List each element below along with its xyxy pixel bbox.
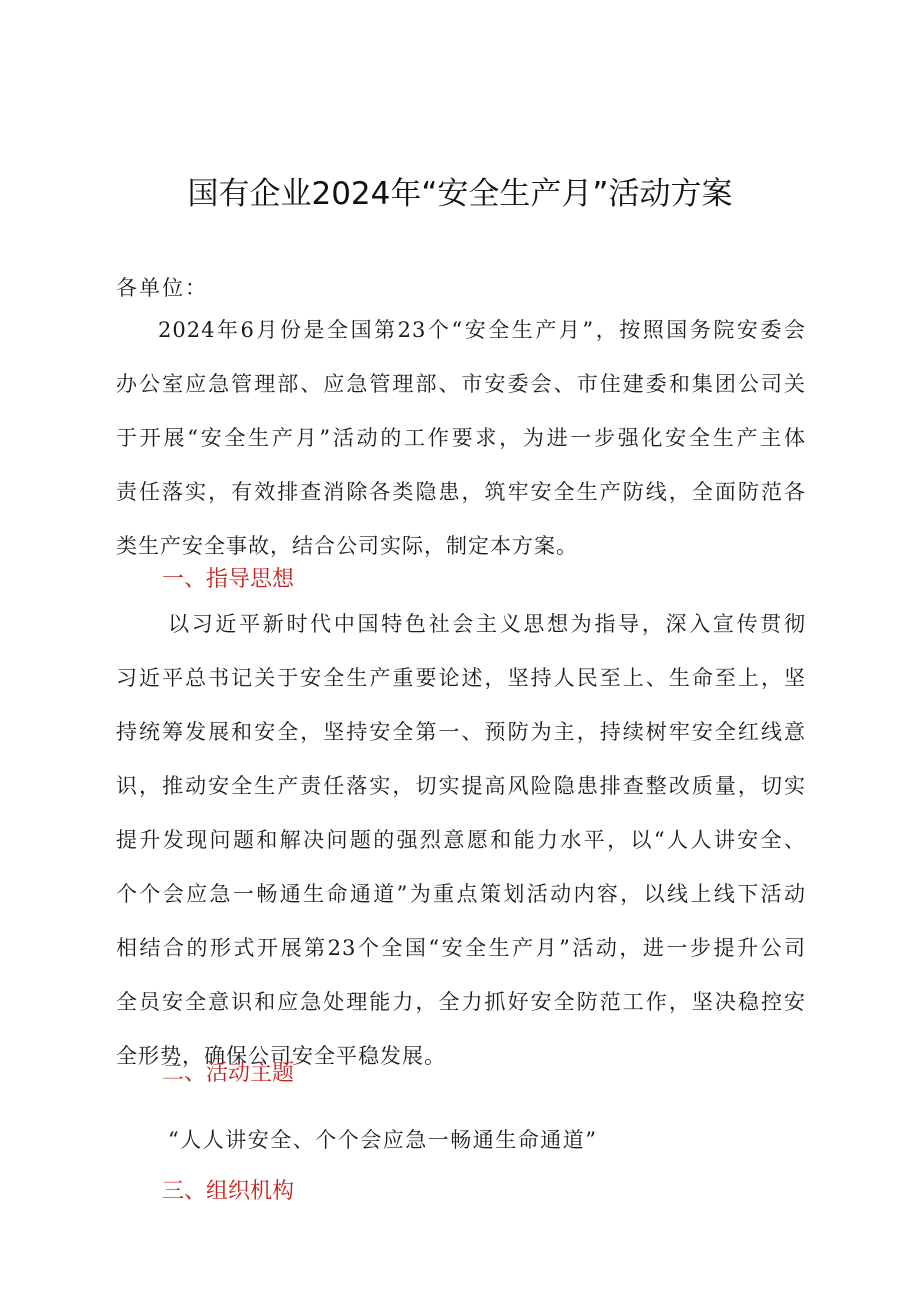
section-heading-organization: 三、组织机构 (162, 1179, 295, 1204)
salutation: 各单位： (116, 276, 208, 300)
guiding-line: 持统筹发展和安全，坚持安全第一、预防为主，持续树牢安全红线意 (116, 720, 806, 744)
document-title: 国有企业2024年“安全生产月”活动方案 (187, 176, 733, 212)
guiding-line: 提升发现问题和解决问题的强烈意愿和能力水平，以“人人讲安全、 (116, 828, 806, 852)
intro-line: 责任落实，有效排查消除各类隐患，筑牢安全生产防线，全面防范各 (116, 480, 806, 504)
activity-theme-text: “人人讲安全、个个会应急一畅通生命通道” (168, 1128, 598, 1152)
guiding-ideology-paragraph (116, 597, 806, 1083)
intro-line: 类生产安全事故，结合公司实际，制定本方案。 (116, 534, 578, 558)
guiding-line: 习近平总书记关于安全生产重要论述，坚持人民至上、生命至上，坚 (116, 666, 806, 690)
guiding-line: 个个会应急一畅通生命通道”为重点策划活动内容，以线上线下活动 (116, 882, 806, 906)
intro-paragraph (116, 303, 806, 573)
guiding-line: 识，推动安全生产责任落实，切实提高风险隐患排查整改质量，切实 (116, 774, 806, 798)
section-heading-guiding-ideology: 一、指导思想 (162, 567, 295, 592)
guiding-line: 全员安全意识和应急处理能力，全力抓好安全防范工作，坚决稳控安 (116, 990, 806, 1014)
guiding-line: 相结合的形式开展第23个全国“安全生产月”活动，进一步提升公司 (116, 936, 806, 960)
intro-line: 办公室应急管理部、应急管理部、市安委会、市住建委和集团公司关 (116, 372, 806, 396)
guiding-line: 以习近平新时代中国特色社会主义思想为指导，深入宣传贯彻 (168, 612, 806, 636)
guiding-line: 全形势，确保公司安全平稳发展。 (116, 1044, 446, 1068)
intro-line: 于开展“安全生产月”活动的工作要求，为进一步强化安全生产主体 (116, 426, 806, 450)
intro-line: 2024年6月份是全国第23个“安全生产月”，按照国务院安委会 (158, 318, 806, 342)
section-heading-activity-theme: 二、活动主题 (162, 1061, 295, 1086)
